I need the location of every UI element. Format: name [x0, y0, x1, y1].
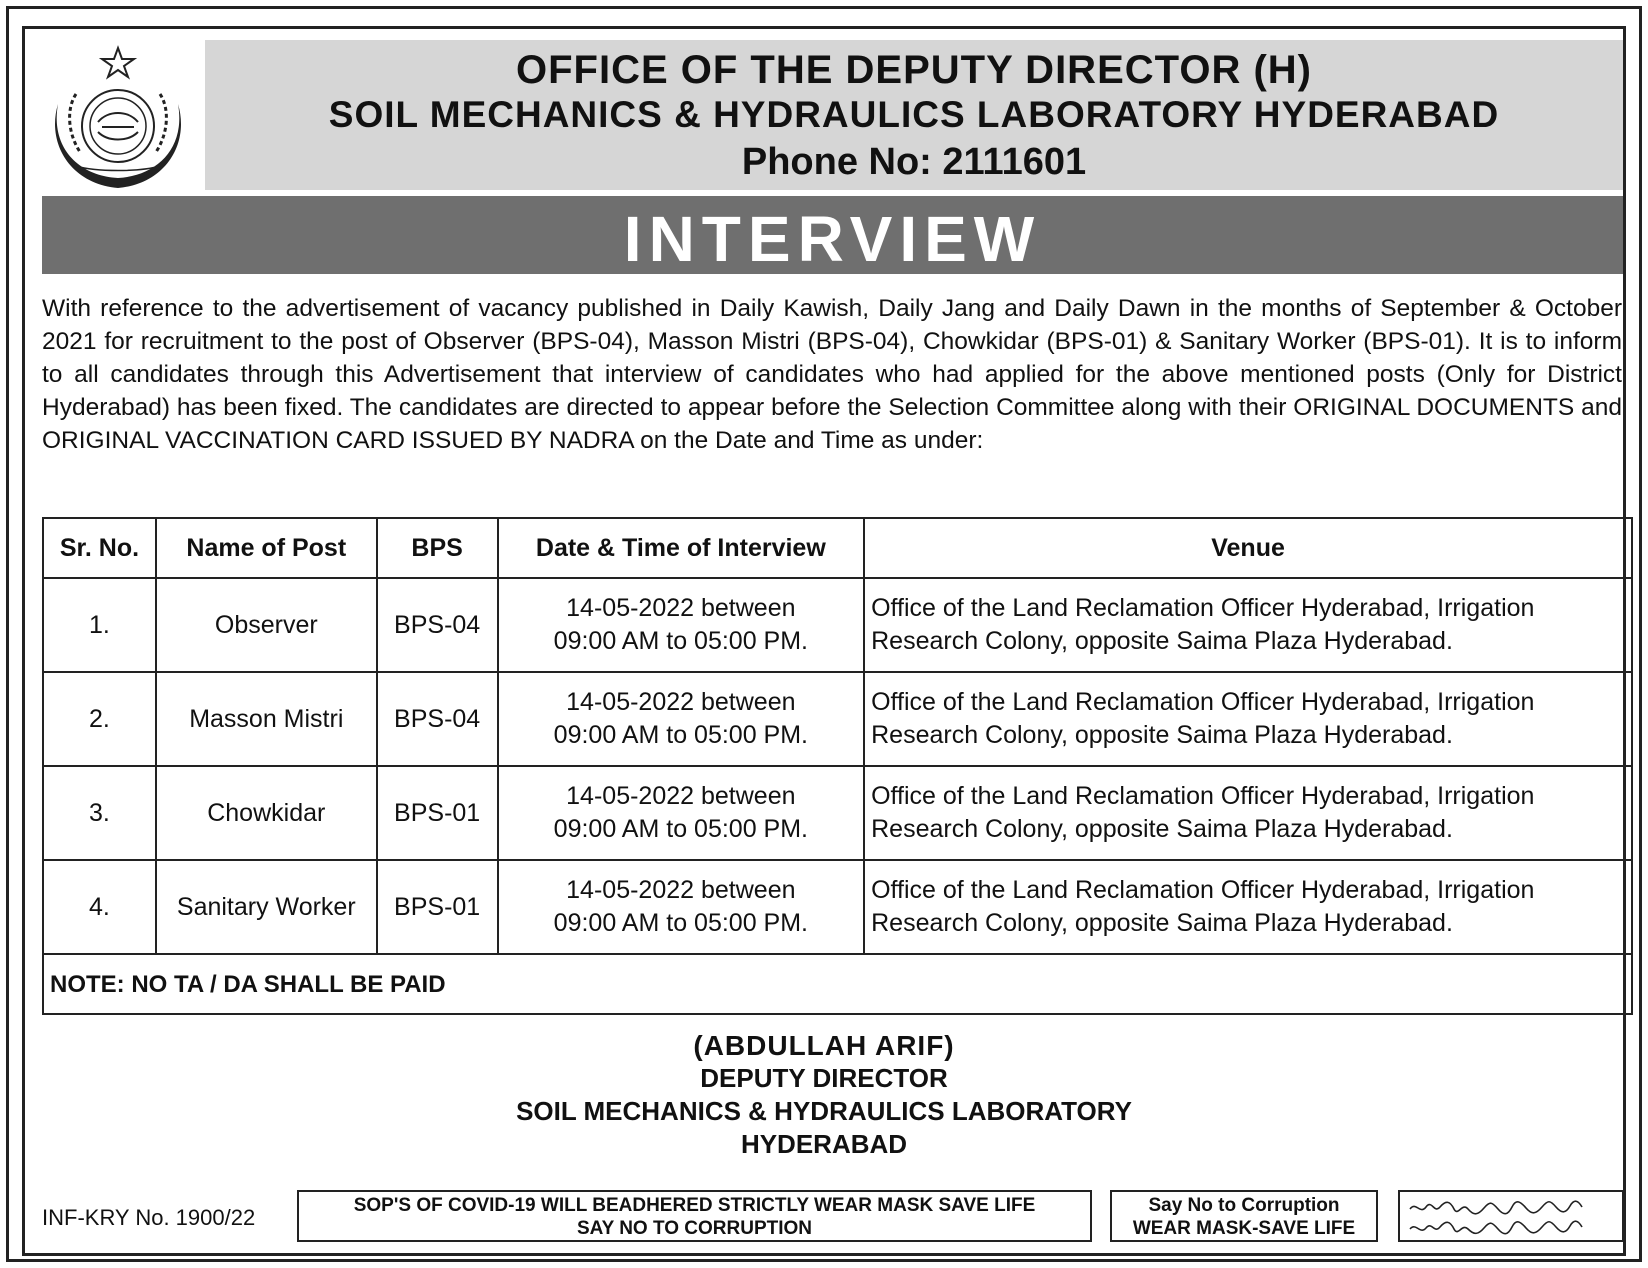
interview-date: 14-05-2022 between: [566, 688, 796, 716]
interview-time: 09:00 AM to 05:00 PM.: [553, 627, 808, 655]
header-sr-no: Sr. No.: [43, 518, 156, 578]
venue: [864, 860, 1632, 954]
header-date-time: Date & Time of Interview: [498, 518, 865, 578]
table-row: [43, 766, 1632, 860]
bps: BPS-04: [377, 578, 498, 672]
date-time: [498, 672, 865, 766]
government-emblem: [36, 44, 200, 194]
covid-sop-line-1: SOP'S OF COVID-19 WILL BEADHERED STRICTLY WEAR MASK SAVE LIFE: [353, 1195, 1036, 1216]
anti-corruption-box: [1110, 1190, 1378, 1242]
interview-date: 14-05-2022 between: [566, 594, 796, 622]
sr-no: 4.: [43, 860, 156, 954]
laboratory-title: SOIL MECHANICS & HYDRAULICS LABORATORY HYDERABAD: [328, 94, 1500, 135]
header-banner: [205, 40, 1623, 190]
bps: BPS-01: [377, 766, 498, 860]
venue-line-1: Office of the Land Reclamation Officer Hyderabad, Irrigation: [871, 594, 1535, 622]
urdu-slogan-script: [1400, 1192, 1622, 1240]
post-name: Observer: [156, 578, 377, 672]
bps: BPS-04: [377, 672, 498, 766]
bps: BPS-01: [377, 860, 498, 954]
post-name: Sanitary Worker: [156, 860, 377, 954]
date-time: [498, 766, 865, 860]
sr-no: 2.: [43, 672, 156, 766]
interview-date: 14-05-2022 between: [566, 782, 796, 810]
venue-line-1: Office of the Land Reclamation Officer Hyderabad, Irrigation: [871, 876, 1535, 904]
signatory-name: (ABDULLAH ARIF): [693, 1030, 955, 1061]
reference-number: INF-KRY No. 1900/22: [42, 1205, 256, 1230]
signatory-designation: DEPUTY DIRECTOR: [700, 1063, 948, 1093]
urdu-slogan-box: [1398, 1190, 1624, 1242]
sr-no: 1.: [43, 578, 156, 672]
interview-date: 14-05-2022 between: [566, 876, 796, 904]
header-name-of-post: Name of Post: [156, 518, 377, 578]
note-row: [43, 954, 1632, 1014]
table-row: [43, 860, 1632, 954]
office-title: OFFICE OF THE DEPUTY DIRECTOR (H): [516, 48, 1312, 92]
table-row: [43, 578, 1632, 672]
interview-heading: INTERVIEW: [623, 203, 1042, 275]
post-name: Masson Mistri: [156, 672, 377, 766]
interview-time: 09:00 AM to 05:00 PM.: [553, 815, 808, 843]
signatory-city: HYDERABAD: [740, 1129, 908, 1159]
interview-banner: [42, 196, 1623, 274]
venue-line-1: Office of the Land Reclamation Officer Hyderabad, Irrigation: [871, 782, 1535, 810]
anti-corruption-line-2: WEAR MASK-SAVE LIFE: [1132, 1218, 1356, 1239]
phone-number: Phone No: 2111601: [741, 141, 1087, 183]
covid-sop-line-2: SAY NO TO CORRUPTION: [576, 1218, 813, 1239]
anti-corruption-line-1: Say No to Corruption: [1148, 1195, 1340, 1216]
venue: [864, 766, 1632, 860]
post-name: Chowkidar: [156, 766, 377, 860]
venue: [864, 578, 1632, 672]
covid-sop-box: [297, 1190, 1092, 1242]
interview-schedule-table: [42, 517, 1633, 1015]
table-row: [43, 672, 1632, 766]
table-header-row: [43, 518, 1632, 578]
interview-time: 09:00 AM to 05:00 PM.: [553, 909, 808, 937]
venue-line-2: Research Colony, opposite Saima Plaza Hyderabad.: [871, 815, 1453, 843]
venue: [864, 672, 1632, 766]
venue-line-2: Research Colony, opposite Saima Plaza Hyderabad.: [871, 627, 1453, 655]
venue-line-2: Research Colony, opposite Saima Plaza Hyderabad.: [871, 721, 1453, 749]
header-venue: Venue: [864, 518, 1632, 578]
note-text: NOTE: NO TA / DA SHALL BE PAID: [43, 954, 1632, 1014]
signatory-laboratory: SOIL MECHANICS & HYDRAULICS LABORATORY: [516, 1096, 1132, 1126]
sr-no: 3.: [43, 766, 156, 860]
venue-line-1: Office of the Land Reclamation Officer Hyderabad, Irrigation: [871, 688, 1535, 716]
interview-time: 09:00 AM to 05:00 PM.: [553, 721, 808, 749]
date-time: [498, 860, 865, 954]
date-time: [498, 578, 865, 672]
venue-line-2: Research Colony, opposite Saima Plaza Hyderabad.: [871, 909, 1453, 937]
header-bps: BPS: [377, 518, 498, 578]
intro-paragraph: With reference to the advertisement of vacancy published in Daily Kawish, Daily Jang and Daily Dawn in the months of September & October 2021 for recruitment to the post of Observer (BPS-04), Masson Mistri (BPS-04), Chowkidar (BPS-01) & Sanitary Worker (BPS-01). It is to inform to all candidates through this Advertisement that interview of candidates who had applied for the above mentioned posts (Only for District Hyderabad) has been fixed. The candidates are directed to appear before the Selection Committee along with their ORIGINAL DOCUMENTS and ORIGINAL VACCINATION CARD ISSUED BY NADRA on the Date and Time as under:: [42, 295, 1622, 454]
